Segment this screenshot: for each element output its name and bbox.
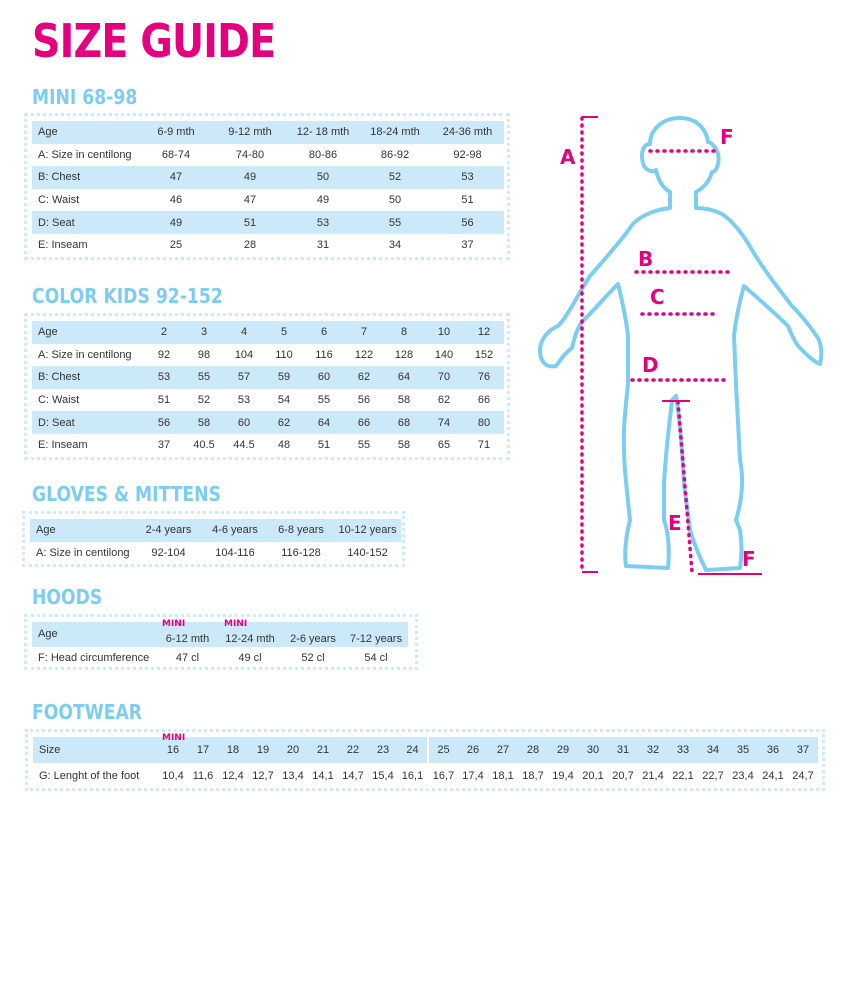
table-cell: 66 — [477, 394, 491, 407]
table-cell: 55 — [317, 394, 331, 407]
table-cell: 7-12 years — [344, 622, 408, 647]
table-cell: 21,4 — [642, 770, 664, 782]
row-label: Age — [30, 519, 135, 542]
measure-label-c: C — [650, 285, 665, 309]
row-label: Age — [32, 121, 139, 144]
table-cell: 19 — [248, 737, 278, 763]
table-cell: 64 — [384, 366, 424, 389]
section-title-color-kids: COLOR KIDS 92-152 — [32, 284, 223, 308]
table-cell: 10-12 years — [334, 519, 401, 542]
table-cell: 11,6 — [192, 770, 214, 782]
table-cell: 32 — [638, 737, 668, 763]
table-row — [33, 763, 818, 789]
table-cell: 6-8 years — [268, 519, 334, 542]
section-title-footwear: FOOTWEAR — [32, 700, 143, 724]
table-cell: 24,7 — [792, 770, 814, 782]
table-cell: 2-4 years — [135, 519, 202, 542]
table-row — [32, 121, 504, 144]
table-cell: 4 — [224, 321, 264, 344]
table-cell: 66 — [344, 411, 384, 434]
table-cell: 52 cl — [301, 651, 325, 664]
table-cell: 24 — [398, 737, 428, 763]
table-row — [30, 519, 401, 542]
table-cell: 56 — [431, 211, 504, 234]
row-label: Size — [33, 737, 158, 763]
table-box-gloves — [22, 511, 405, 567]
table-cell: 71 — [477, 439, 491, 452]
table-cell: 55 — [359, 211, 431, 234]
row-label: A: Size in centilong — [38, 148, 132, 161]
row-label: B: Chest — [32, 166, 139, 189]
section-title-gloves: GLOVES & MITTENS — [32, 482, 221, 506]
table-row — [32, 434, 504, 457]
row-label: A: Size in centilong — [36, 546, 130, 559]
table-cell: 52 — [359, 166, 431, 189]
table-cell: 52 — [197, 394, 211, 407]
table-cell: 74 — [424, 411, 464, 434]
table-row — [32, 211, 504, 234]
table-row — [32, 366, 504, 389]
section-title-hoods: HOODS — [32, 585, 103, 609]
table-box-hoods — [24, 614, 418, 670]
table-cell: 68-74 — [161, 148, 191, 161]
table-cell: 20,1 — [582, 770, 604, 782]
table-cell: 5 — [264, 321, 304, 344]
table-cell: 6 — [304, 321, 344, 344]
row-label: F: Head circumference — [38, 651, 150, 664]
table-cell: 35 — [728, 737, 758, 763]
table-cell: 49 — [213, 166, 287, 189]
table-cell: 116-128 — [281, 546, 321, 559]
table-cell: 18 — [218, 737, 248, 763]
table-cell: 122 — [354, 348, 374, 361]
row-label: G: Lenght of the foot — [39, 770, 140, 782]
table-cell: 25 — [428, 737, 458, 763]
table-cell: 24,1 — [762, 770, 784, 782]
table-cell: 53 — [287, 211, 359, 234]
table-cell: 53 — [431, 166, 504, 189]
table-cell: 28 — [243, 239, 257, 252]
table-cell: 70 — [424, 366, 464, 389]
table-cell: 14,1 — [312, 770, 334, 782]
table-cell: 86-92 — [380, 148, 410, 161]
table-cell: 19,4 — [552, 770, 574, 782]
table-cell: 24-36 mth — [431, 121, 504, 144]
table-cell: 12,7 — [252, 770, 274, 782]
measure-label-d: D — [642, 353, 659, 377]
table-cell: 4-6 years — [202, 519, 268, 542]
size-table-mini — [32, 121, 504, 257]
table-cell: 14,7 — [342, 770, 364, 782]
table-row — [32, 389, 504, 412]
table-cell: 58 — [184, 411, 224, 434]
table-cell: 37 — [157, 439, 171, 452]
table-cell: 37 — [788, 737, 818, 763]
row-label: E: Inseam — [38, 239, 88, 252]
table-cell: 50 — [287, 166, 359, 189]
table-cell: 34 — [388, 239, 402, 252]
table-cell: 33 — [668, 737, 698, 763]
table-cell: 48 — [277, 439, 291, 452]
table-cell: 8 — [384, 321, 424, 344]
table-cell: 55 — [357, 439, 371, 452]
table-cell: 54 cl — [364, 651, 388, 664]
table-cell: 51 — [213, 211, 287, 234]
table-cell: 51 — [157, 394, 171, 407]
table-cell: 23 — [368, 737, 398, 763]
size-table-gloves — [30, 519, 401, 564]
child-measurement-figure — [530, 100, 830, 590]
table-cell: 51 — [317, 439, 331, 452]
table-cell: 62 — [437, 394, 451, 407]
table-cell: 16 — [158, 737, 188, 763]
table-cell: 68 — [384, 411, 424, 434]
row-label: E: Inseam — [38, 439, 88, 452]
table-cell: 7 — [344, 321, 384, 344]
table-cell: 12-24 mth — [218, 622, 282, 647]
table-cell: 30 — [578, 737, 608, 763]
table-row — [32, 647, 408, 670]
table-cell: 47 — [243, 194, 257, 207]
table-cell: 104-116 — [215, 546, 255, 559]
table-cell: 58 — [397, 394, 411, 407]
table-cell: 62 — [344, 366, 384, 389]
size-table-hoods — [32, 619, 408, 669]
table-cell: 26 — [458, 737, 488, 763]
table-row — [32, 622, 408, 647]
table-cell: 16,1 — [401, 770, 424, 782]
table-cell: 31 — [608, 737, 638, 763]
mini-badge: MINI — [162, 619, 186, 629]
table-cell: 23,4 — [732, 770, 754, 782]
table-cell: 27 — [488, 737, 518, 763]
table-cell: 9-12 mth — [213, 121, 287, 144]
table-cell: 16,7 — [428, 763, 458, 789]
table-cell: 12,4 — [222, 770, 244, 782]
table-cell: 3 — [184, 321, 224, 344]
table-cell: 64 — [304, 411, 344, 434]
table-cell: 140-152 — [347, 546, 388, 559]
table-cell: 28 — [518, 737, 548, 763]
table-cell: 58 — [397, 439, 411, 452]
table-box-mini — [24, 113, 510, 260]
table-cell: 49 — [139, 211, 213, 234]
table-cell: 50 — [388, 194, 402, 207]
row-label: B: Chest — [32, 366, 144, 389]
measure-label-a: A — [560, 145, 576, 169]
table-cell: 20 — [278, 737, 308, 763]
table-cell: 22,1 — [672, 770, 694, 782]
table-cell: 80 — [464, 411, 504, 434]
measure-label-f-foot: F — [742, 547, 756, 571]
table-cell: 10,4 — [162, 770, 184, 782]
table-cell: 34 — [698, 737, 728, 763]
table-cell: 2 — [144, 321, 184, 344]
table-cell: 56 — [357, 394, 371, 407]
table-cell: 22 — [338, 737, 368, 763]
table-cell: 2-6 years — [282, 622, 344, 647]
table-cell: 98 — [197, 348, 211, 361]
table-cell: 10 — [424, 321, 464, 344]
table-cell: 31 — [316, 239, 330, 252]
table-cell: 140 — [434, 348, 454, 361]
table-cell: 53 — [237, 394, 251, 407]
table-cell: 110 — [275, 348, 293, 361]
table-cell: 49 — [316, 194, 330, 207]
table-cell: 54 — [277, 394, 291, 407]
table-cell: 40.5 — [193, 439, 215, 452]
table-row — [32, 189, 504, 212]
size-table-footwear — [33, 737, 818, 789]
table-cell: 57 — [224, 366, 264, 389]
table-cell: 55 — [184, 366, 224, 389]
table-row — [32, 166, 504, 189]
measure-label-e: E — [668, 511, 682, 535]
table-cell: 37 — [461, 239, 474, 252]
table-cell: 92-104 — [151, 546, 186, 559]
table-row — [32, 411, 504, 434]
table-cell: 76 — [464, 366, 504, 389]
mini-badge: MINI — [162, 733, 186, 743]
table-cell: 6-9 mth — [139, 121, 213, 144]
table-cell: 17,4 — [462, 770, 484, 782]
table-cell: 80-86 — [308, 148, 338, 161]
row-label: A: Size in centilong — [38, 348, 132, 361]
measure-label-f-head: F — [720, 125, 734, 149]
page-title: SIZE GUIDE — [32, 14, 276, 68]
table-cell: 104 — [234, 348, 254, 361]
table-row — [32, 344, 504, 367]
table-cell: 60 — [304, 366, 344, 389]
table-cell: 116 — [315, 348, 333, 361]
table-cell: 15,4 — [372, 770, 394, 782]
table-cell: 12 — [464, 321, 504, 344]
mini-badge: MINI — [224, 619, 248, 629]
row-label: D: Seat — [32, 411, 144, 434]
table-cell: 18,7 — [522, 770, 544, 782]
table-cell: 49 cl — [238, 651, 262, 664]
table-cell: 20,7 — [612, 770, 634, 782]
table-cell: 36 — [758, 737, 788, 763]
table-cell: 22,7 — [702, 770, 724, 782]
row-label: C: Waist — [38, 394, 80, 407]
table-cell: 53 — [144, 366, 184, 389]
table-cell: 29 — [548, 737, 578, 763]
table-box-color-kids — [24, 313, 510, 460]
table-cell: 62 — [264, 411, 304, 434]
row-label: C: Waist — [38, 194, 80, 207]
table-cell: 46 — [169, 194, 183, 207]
table-cell: 21 — [308, 737, 338, 763]
table-cell: 152 — [474, 348, 494, 361]
table-cell: 128 — [394, 348, 414, 361]
table-cell: 92 — [157, 348, 171, 361]
table-box-footwear — [25, 729, 825, 791]
table-cell: 17 — [188, 737, 218, 763]
table-cell: 74-80 — [235, 148, 265, 161]
table-cell: 59 — [264, 366, 304, 389]
table-cell: 51 — [461, 194, 474, 207]
table-cell: 18-24 mth — [359, 121, 431, 144]
table-cell: 6-12 mth — [157, 622, 218, 647]
table-cell: 47 — [139, 166, 213, 189]
table-cell: 12- 18 mth — [287, 121, 359, 144]
row-label: Age — [32, 622, 157, 647]
table-row — [33, 737, 818, 763]
table-cell: 47 cl — [175, 651, 200, 664]
size-table-color-kids — [32, 321, 504, 457]
table-row — [32, 321, 504, 344]
table-cell: 13,4 — [282, 770, 304, 782]
table-row — [30, 542, 401, 565]
row-label: Age — [32, 321, 144, 344]
table-cell: 18,1 — [492, 770, 514, 782]
row-label: D: Seat — [32, 211, 139, 234]
table-cell: 56 — [144, 411, 184, 434]
measure-label-b: B — [638, 247, 654, 271]
table-row — [32, 144, 504, 167]
table-row — [32, 234, 504, 257]
table-cell: 92-98 — [453, 148, 482, 161]
table-cell: 44.5 — [233, 439, 255, 452]
table-cell: 60 — [224, 411, 264, 434]
section-title-mini: MINI 68-98 — [32, 85, 138, 109]
table-cell: 25 — [169, 239, 183, 252]
table-cell: 65 — [437, 439, 451, 452]
